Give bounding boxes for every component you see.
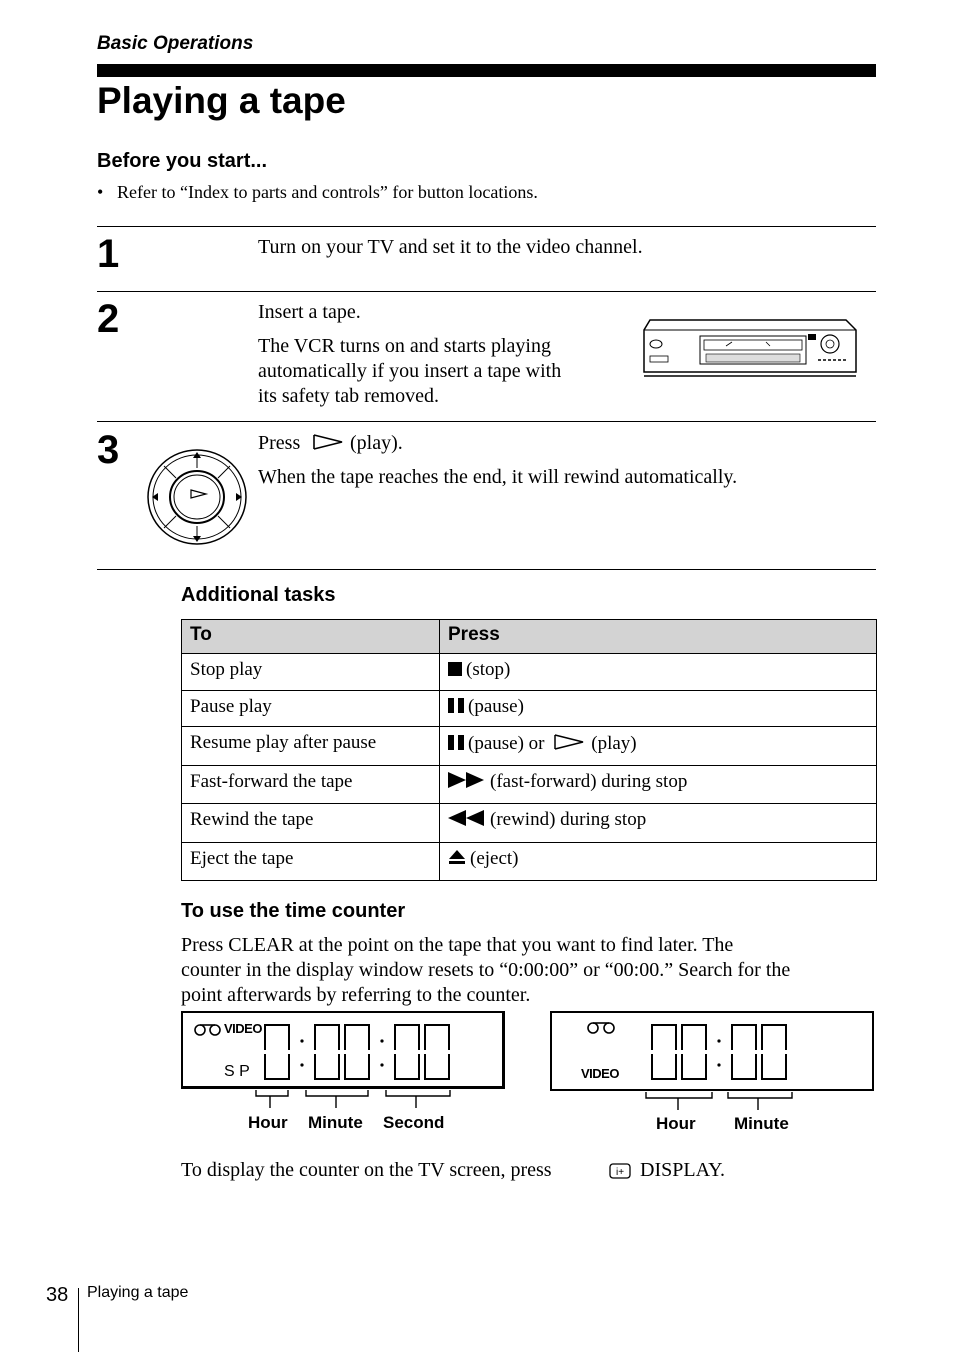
cassette-icon [193,1023,223,1037]
seven-segment-digits [257,1021,457,1085]
before-start-note: Refer to “Index to parts and controls” for button locations. [117,182,538,202]
pause-icon [448,735,464,750]
table-row [182,766,877,804]
video-indicator: VIDEO [581,1066,619,1081]
press-cell [440,654,877,691]
footer-divider [78,1288,79,1352]
press-text: (pause) or [468,733,545,754]
step-number: 1 [97,232,120,276]
fast-forward-icon [448,772,486,788]
step-number: 3 [97,428,120,472]
additional-tasks-heading: Additional tasks [181,584,336,606]
minute-label: Minute [308,1113,363,1132]
step-text: (play). [350,432,403,454]
seven-segment-digits [644,1021,814,1085]
bullet: • [97,182,104,202]
column-header: Press [440,620,877,654]
display-brackets [640,1088,800,1114]
step-number: 2 [97,297,120,341]
second-label: Second [383,1113,445,1132]
cassette-icon [586,1021,618,1035]
table-row [182,691,877,727]
task-cell: Rewind the tape [182,804,440,843]
table-row [182,727,877,766]
step-text: Insert a tape. [258,301,361,323]
header-rule [97,64,876,77]
play-icon [553,732,587,752]
page-number: 38 [46,1284,69,1306]
step-divider [97,421,876,422]
rewind-icon [448,810,486,826]
step-text: Turn on your TV and set it to the video channel. [258,236,643,258]
step-text: Press [258,432,301,454]
step-text: automatically if you insert a tape with [258,360,562,382]
step-divider [97,291,876,292]
step-text: its safety tab removed. [258,385,440,407]
time-counter-para: point afterwards by referring to the counter. [181,984,531,1006]
stop-icon [448,662,462,676]
task-cell: Eject the tape [182,843,440,881]
press-text: (eject) [470,848,519,869]
step-divider [97,569,876,570]
time-counter-para: counter in the display window resets to “0:00:00” or “00:00.” Search for the [181,959,791,981]
step-divider [97,226,876,227]
before-start-heading: Before you start... [97,150,268,172]
time-counter-para: Press CLEAR at the point on the tape that you want to find later. The [181,934,734,956]
press-cell [440,727,877,766]
sp-indicator: S P [224,1063,250,1080]
display-button-icon [609,1162,633,1180]
time-counter-heading: To use the time counter [181,900,406,922]
counter-display-hm [550,1011,874,1091]
press-cell [440,766,877,804]
table-row [182,654,877,691]
hour-label: Hour [656,1114,696,1133]
tasks-table [181,619,877,881]
task-cell: Stop play [182,654,440,691]
press-text: (stop) [466,659,511,680]
press-cell [440,691,877,727]
press-text: (fast-forward) during stop [490,771,688,792]
task-cell: Pause play [182,691,440,727]
footer-label: Playing a tape [87,1284,189,1301]
minute-label: Minute [734,1114,789,1133]
step-text: The VCR turns on and starts playing [258,335,551,357]
column-header: To [182,620,440,654]
page-title: Playing a tape [97,80,346,121]
vcr-illustration [640,316,860,380]
hour-label: Hour [248,1113,288,1132]
section-tag: Basic Operations [97,33,254,54]
display-instruction: To display the counter on the TV screen, press [181,1159,552,1181]
counter-display-hms [181,1011,505,1089]
play-icon [312,432,346,454]
press-text: (pause) [468,696,524,717]
step-text: When the tape reaches the end, it will rewind automatically. [258,466,738,488]
display-instruction: DISPLAY. [640,1159,726,1181]
press-text: (rewind) during stop [490,809,647,830]
video-indicator: VIDEO [224,1021,262,1036]
display-brackets [250,1086,460,1112]
svg-text:i+: i+ [615,1167,625,1178]
press-cell [440,843,877,881]
press-text: (play) [591,733,637,754]
table-row [182,843,877,881]
task-cell: Fast-forward the tape [182,766,440,804]
remote-dial-illustration [144,446,250,548]
press-cell [440,804,877,843]
task-cell: Resume play after pause [182,727,440,766]
eject-icon [448,849,466,865]
table-row [182,804,877,843]
pause-icon [448,698,464,713]
